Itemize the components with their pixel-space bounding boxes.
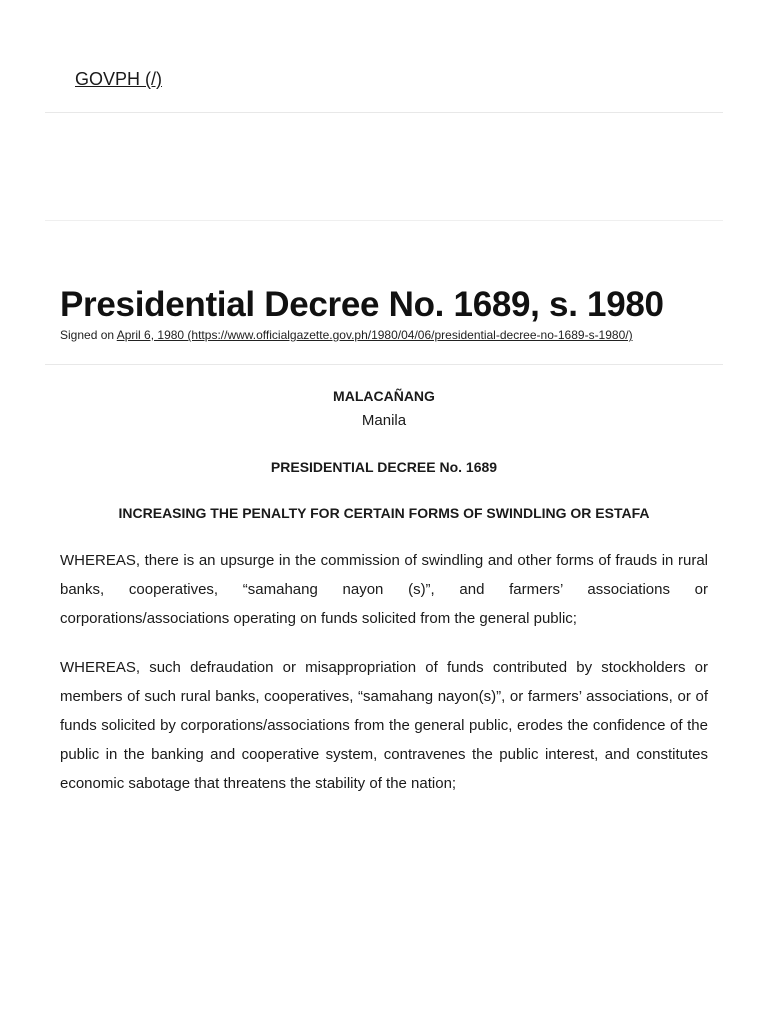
- whereas-paragraph: WHEREAS, there is an upsurge in the commission of swindling and other forms of frauds in rural banks, cooperatives, “samahang nayon (s)”, and farmers’ associations or corporations/associations operating on funds solicited from the general public;: [60, 552, 708, 627]
- signed-date-link[interactable]: April 6, 1980 (https://www.officialgazette.gov.ph/1980/04/06/presidential-decree-no-1689-s-1980/): [116, 328, 633, 342]
- office-heading: MALACAÑANG: [333, 388, 435, 404]
- document-header: [60, 284, 710, 342]
- signed-date-line: [60, 328, 710, 342]
- signed-prefix: Signed on: [60, 328, 117, 342]
- govph-home-link[interactable]: GOVPH (/): [75, 69, 163, 89]
- decree-number: PRESIDENTIAL DECREE No. 1689: [270, 459, 498, 475]
- whereas-paragraph: WHEREAS, such defraudation or misappropriation of funds contributed by stockholders or members of such rural banks, cooperatives, “samahang nayon(s)”, or farmers’ associations, or of funds solicited by corporations/associations from the general public, erodes the confidence of the public in the banking and cooperative system, contravenes the public interest, and constitutes economic sabotage that threatens the stability of the nation;: [60, 659, 708, 792]
- city-heading: Manila: [361, 412, 407, 429]
- top-navigation-bar: [45, 0, 723, 113]
- page-title: Presidential Decree No. 1689, s. 1980: [60, 285, 664, 324]
- banner-area: [45, 113, 723, 221]
- decree-title: INCREASING THE PENALTY FOR CERTAIN FORMS OF SWINDLING OR ESTAFA: [118, 505, 650, 521]
- decree-content: [60, 388, 708, 798]
- header-divider: [45, 364, 723, 365]
